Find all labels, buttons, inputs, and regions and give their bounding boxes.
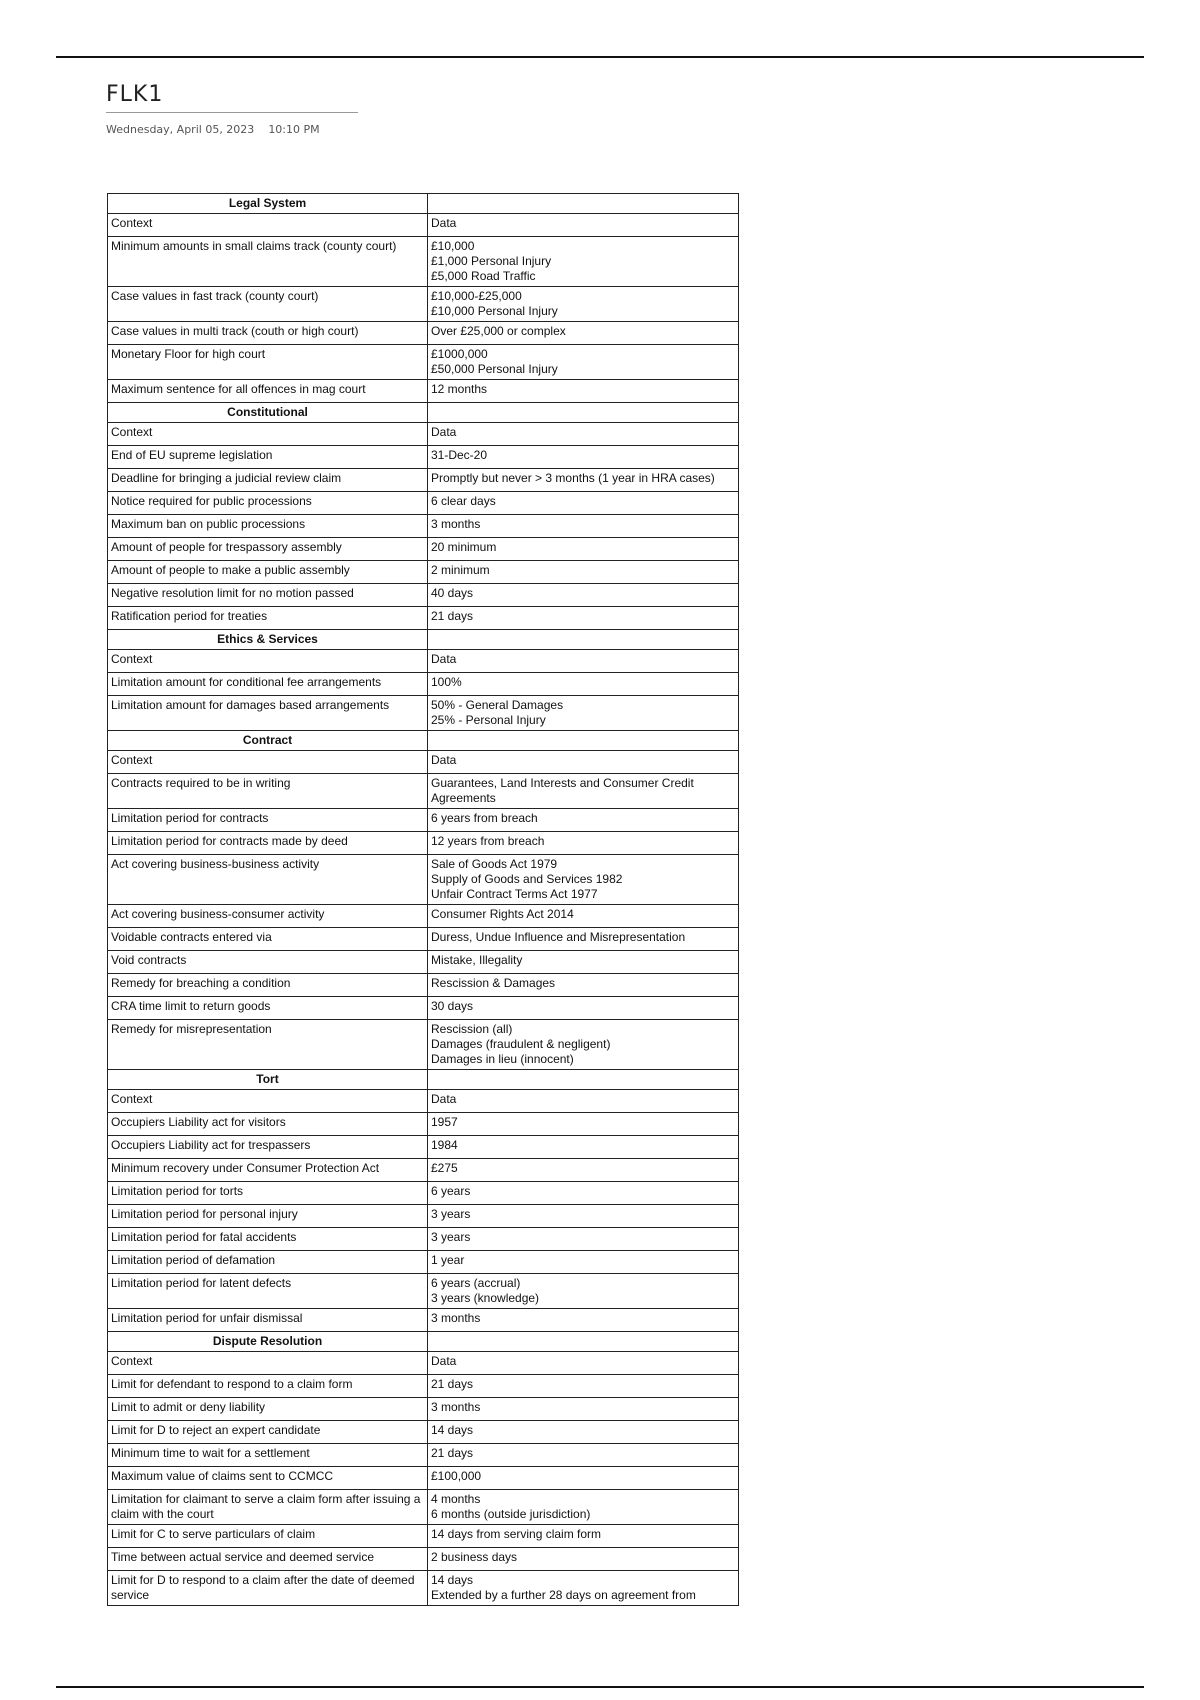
context-cell: Limitation period for unfair dismissal [108, 1309, 428, 1332]
data-value: 14 days [431, 1423, 474, 1437]
page-title: FLK1 [106, 82, 164, 107]
table-row [108, 1398, 739, 1421]
table-row [108, 774, 739, 809]
table-row [108, 1571, 739, 1606]
data-value: 20 minimum [431, 540, 497, 554]
data-cell [428, 1525, 739, 1548]
data-cell [428, 1113, 739, 1136]
data-value: 31-Dec-20 [431, 448, 488, 462]
data-value: 3 years [431, 1230, 471, 1244]
column-header-context: Context [108, 650, 428, 673]
table-row [108, 1020, 739, 1070]
context-cell: Maximum sentence for all offences in mag court [108, 380, 428, 403]
table-row [108, 561, 739, 584]
data-value: 1957 [431, 1115, 458, 1129]
data-value: £1000,000 [431, 347, 488, 361]
data-value: Rescission & Damages [431, 976, 556, 990]
table-row [108, 515, 739, 538]
data-cell [428, 607, 739, 630]
column-header-row [108, 650, 739, 673]
section-heading-row [108, 731, 739, 751]
data-cell [428, 322, 739, 345]
data-value: 6 years [431, 1184, 471, 1198]
table-row [108, 974, 739, 997]
column-header-data: Data [428, 650, 739, 673]
column-header-row [108, 1090, 739, 1113]
data-cell [428, 380, 739, 403]
section-heading-row [108, 630, 739, 650]
table-row [108, 345, 739, 380]
data-cell [428, 446, 739, 469]
data-cell [428, 1398, 739, 1421]
section-heading-blank [428, 731, 739, 751]
column-header-context: Context [108, 751, 428, 774]
data-value: 50% - General Damages [431, 698, 564, 712]
data-value: £10,000-£25,000 [431, 289, 522, 303]
page-timestamp [106, 123, 320, 136]
section-heading-row [108, 403, 739, 423]
data-value: 30 days [431, 999, 474, 1013]
context-cell: Amount of people to make a public assembly [108, 561, 428, 584]
data-cell [428, 905, 739, 928]
context-cell: Remedy for breaching a condition [108, 974, 428, 997]
data-value: 21 days [431, 609, 474, 623]
data-value: Guarantees, Land Interests and Consumer Credit Agreements [431, 776, 694, 805]
section-heading-blank [428, 630, 739, 650]
section-heading-row [108, 1070, 739, 1090]
data-cell [428, 1205, 739, 1228]
context-cell: Limit to admit or deny liability [108, 1398, 428, 1421]
data-value: Extended by a further 28 days on agreement from [431, 1588, 696, 1602]
context-cell: Limit for D to respond to a claim after the date of deemed service [108, 1571, 428, 1606]
section-heading: Ethics & Services [108, 630, 428, 650]
column-header-context: Context [108, 1090, 428, 1113]
table-row [108, 469, 739, 492]
section-heading: Tort [108, 1070, 428, 1090]
section-heading: Dispute Resolution [108, 1332, 428, 1352]
table-row [108, 1274, 739, 1309]
table-row [108, 1182, 739, 1205]
section-heading: Contract [108, 731, 428, 751]
data-value: £1,000 Personal Injury [431, 254, 552, 268]
data-value: £50,000 Personal Injury [431, 362, 558, 376]
data-value: 6 clear days [431, 494, 496, 508]
context-cell: Voidable contracts entered via [108, 928, 428, 951]
context-cell: Notice required for public processions [108, 492, 428, 515]
context-cell: Negative resolution limit for no motion passed [108, 584, 428, 607]
section-heading-row [108, 194, 739, 214]
context-cell: Void contracts [108, 951, 428, 974]
column-header-row [108, 214, 739, 237]
column-header-row [108, 423, 739, 446]
context-cell: Maximum value of claims sent to CCMCC [108, 1467, 428, 1490]
table-row [108, 855, 739, 905]
data-value: Duress, Undue Influence and Misrepresentation [431, 930, 686, 944]
table-row [108, 673, 739, 696]
data-cell [428, 345, 739, 380]
data-value: Over £25,000 or complex [431, 324, 566, 338]
data-cell [428, 287, 739, 322]
table-row [108, 997, 739, 1020]
data-cell [428, 1444, 739, 1467]
data-cell [428, 997, 739, 1020]
data-value: 1 year [431, 1253, 465, 1267]
data-cell [428, 584, 739, 607]
data-value: Damages (fraudulent & negligent) [431, 1037, 611, 1051]
data-cell [428, 673, 739, 696]
data-value: 21 days [431, 1377, 474, 1391]
table-row [108, 696, 739, 731]
bottom-divider [56, 1686, 1144, 1688]
context-cell: Limit for D to reject an expert candidate [108, 1421, 428, 1444]
data-cell [428, 469, 739, 492]
context-cell: Limitation period for fatal accidents [108, 1228, 428, 1251]
data-cell [428, 696, 739, 731]
table-row [108, 607, 739, 630]
context-cell: Limit for defendant to respond to a claim form [108, 1375, 428, 1398]
table-row [108, 322, 739, 345]
data-cell [428, 1251, 739, 1274]
section-heading-blank [428, 1332, 739, 1352]
data-cell [428, 951, 739, 974]
context-cell: Minimum recovery under Consumer Protection Act [108, 1159, 428, 1182]
table-row [108, 951, 739, 974]
data-value: 25% - Personal Injury [431, 713, 546, 727]
column-header-data: Data [428, 1352, 739, 1375]
data-value: 12 months [431, 382, 488, 396]
context-cell: Time between actual service and deemed service [108, 1548, 428, 1571]
context-cell: Contracts required to be in writing [108, 774, 428, 809]
data-cell [428, 855, 739, 905]
data-value: 2 business days [431, 1550, 518, 1564]
data-value: 2 minimum [431, 563, 490, 577]
column-header-data: Data [428, 1090, 739, 1113]
data-cell [428, 1309, 739, 1332]
data-value: 14 days [431, 1573, 474, 1587]
table-row [108, 1490, 739, 1525]
column-header-context: Context [108, 214, 428, 237]
data-cell [428, 832, 739, 855]
data-value: £5,000 Road Traffic [431, 269, 536, 283]
section-heading: Constitutional [108, 403, 428, 423]
data-cell [428, 1421, 739, 1444]
table-row [108, 287, 739, 322]
data-cell [428, 1136, 739, 1159]
section-heading-row [108, 1332, 739, 1352]
data-value: Consumer Rights Act 2014 [431, 907, 574, 921]
context-cell: Limitation for claimant to serve a claim form after issuing a claim with the court [108, 1490, 428, 1525]
section-heading-blank [428, 1070, 739, 1090]
data-cell [428, 1159, 739, 1182]
data-cell [428, 1274, 739, 1309]
table-row [108, 832, 739, 855]
data-cell [428, 1020, 739, 1070]
table-row [108, 1421, 739, 1444]
data-cell [428, 561, 739, 584]
table-row [108, 538, 739, 561]
data-value: Sale of Goods Act 1979 [431, 857, 558, 871]
data-value: £10,000 [431, 239, 475, 253]
table-row [108, 237, 739, 287]
table-row [108, 1309, 739, 1332]
data-value: £275 [431, 1161, 458, 1175]
table-row [108, 492, 739, 515]
data-value: Unfair Contract Terms Act 1977 [431, 887, 598, 901]
data-cell [428, 1182, 739, 1205]
context-cell: Act covering business-business activity [108, 855, 428, 905]
data-cell [428, 809, 739, 832]
context-cell: Minimum time to wait for a settlement [108, 1444, 428, 1467]
column-header-row [108, 751, 739, 774]
context-cell: Deadline for bringing a judicial review claim [108, 469, 428, 492]
data-cell [428, 1548, 739, 1571]
data-cell [428, 1571, 739, 1606]
context-cell: Limit for C to serve particulars of claim [108, 1525, 428, 1548]
table-row [108, 1548, 739, 1571]
context-cell: CRA time limit to return goods [108, 997, 428, 1020]
data-value: 100% [431, 675, 462, 689]
reference-table [107, 193, 739, 1606]
data-value: 3 months [431, 517, 481, 531]
table-row [108, 1113, 739, 1136]
table-row [108, 1136, 739, 1159]
data-value: 40 days [431, 586, 474, 600]
data-cell [428, 515, 739, 538]
data-value: 1984 [431, 1138, 458, 1152]
reference-table-body [108, 194, 739, 1606]
context-cell: Monetary Floor for high court [108, 345, 428, 380]
title-underline [106, 112, 358, 113]
context-cell: Limitation period for contracts [108, 809, 428, 832]
data-cell [428, 928, 739, 951]
data-value: 4 months [431, 1492, 481, 1506]
page-time: 10:10 PM [268, 123, 320, 136]
context-cell: Case values in fast track (county court) [108, 287, 428, 322]
data-value: 3 years [431, 1207, 471, 1221]
top-divider [56, 56, 1144, 58]
data-cell [428, 1490, 739, 1525]
context-cell: Limitation period of defamation [108, 1251, 428, 1274]
table-row [108, 1251, 739, 1274]
data-value: 6 years (accrual) [431, 1276, 521, 1290]
data-cell [428, 538, 739, 561]
table-row [108, 1525, 739, 1548]
data-cell [428, 1467, 739, 1490]
data-value: Supply of Goods and Services 1982 [431, 872, 623, 886]
page-date: Wednesday, April 05, 2023 [106, 123, 255, 136]
context-cell: Limitation amount for conditional fee arrangements [108, 673, 428, 696]
data-value: 3 years (knowledge) [431, 1291, 540, 1305]
data-cell [428, 1375, 739, 1398]
data-value: Mistake, Illegality [431, 953, 523, 967]
table-row [108, 809, 739, 832]
section-heading: Legal System [108, 194, 428, 214]
section-heading-blank [428, 194, 739, 214]
table-row [108, 905, 739, 928]
column-header-context: Context [108, 1352, 428, 1375]
data-value: £10,000 Personal Injury [431, 304, 558, 318]
table-row [108, 1467, 739, 1490]
data-cell [428, 774, 739, 809]
column-header-row [108, 1352, 739, 1375]
context-cell: Minimum amounts in small claims track (county court) [108, 237, 428, 287]
data-cell [428, 1228, 739, 1251]
data-value: 3 months [431, 1311, 481, 1325]
table-row [108, 380, 739, 403]
context-cell: Limitation period for personal injury [108, 1205, 428, 1228]
context-cell: Act covering business-consumer activity [108, 905, 428, 928]
table-row [108, 1205, 739, 1228]
context-cell: End of EU supreme legislation [108, 446, 428, 469]
data-value: 6 years from breach [431, 811, 538, 825]
context-cell: Remedy for misrepresentation [108, 1020, 428, 1070]
context-cell: Case values in multi track (couth or high court) [108, 322, 428, 345]
data-value: 3 months [431, 1400, 481, 1414]
context-cell: Limitation period for contracts made by deed [108, 832, 428, 855]
data-cell [428, 974, 739, 997]
table-row [108, 1228, 739, 1251]
context-cell: Maximum ban on public processions [108, 515, 428, 538]
context-cell: Limitation period for latent defects [108, 1274, 428, 1309]
column-header-data: Data [428, 423, 739, 446]
context-cell: Occupiers Liability act for trespassers [108, 1136, 428, 1159]
section-heading-blank [428, 403, 739, 423]
table-row [108, 1375, 739, 1398]
table-row [108, 1444, 739, 1467]
data-value: 6 months (outside jurisdiction) [431, 1507, 591, 1521]
data-value: 14 days from serving claim form [431, 1527, 602, 1541]
table-row [108, 584, 739, 607]
data-value: Rescission (all) [431, 1022, 513, 1036]
context-cell: Limitation period for torts [108, 1182, 428, 1205]
data-cell [428, 237, 739, 287]
data-value: 12 years from breach [431, 834, 545, 848]
table-row [108, 1159, 739, 1182]
context-cell: Ratification period for treaties [108, 607, 428, 630]
context-cell: Limitation amount for damages based arrangements [108, 696, 428, 731]
data-value: Promptly but never > 3 months (1 year in HRA cases) [431, 471, 715, 485]
data-value: Damages in lieu (innocent) [431, 1052, 574, 1066]
data-value: £100,000 [431, 1469, 482, 1483]
table-row [108, 446, 739, 469]
column-header-context: Context [108, 423, 428, 446]
table-row [108, 928, 739, 951]
data-value: 21 days [431, 1446, 474, 1460]
context-cell: Occupiers Liability act for visitors [108, 1113, 428, 1136]
context-cell: Amount of people for trespassory assembly [108, 538, 428, 561]
data-cell [428, 492, 739, 515]
column-header-data: Data [428, 214, 739, 237]
column-header-data: Data [428, 751, 739, 774]
